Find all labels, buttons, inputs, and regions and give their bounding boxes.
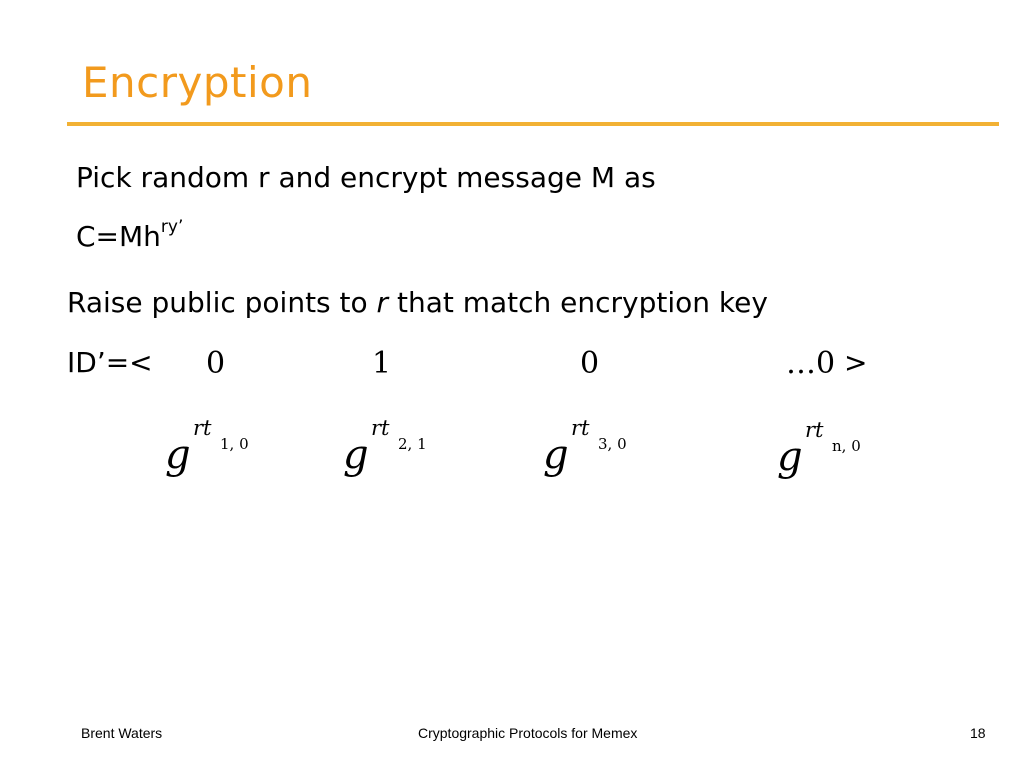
term-base: g xyxy=(543,432,569,478)
term-subscript: 1, 0 xyxy=(220,435,249,453)
id-bit-3: 0 xyxy=(580,346,600,381)
id-bit-4: …0 xyxy=(786,346,836,381)
id-bit-1: 0 xyxy=(206,346,226,381)
footer-page-number: 18 xyxy=(970,725,986,741)
slide-title: Encryption xyxy=(82,58,313,107)
raise-text-post: that match encryption key xyxy=(388,286,768,319)
term-exponent: rt xyxy=(571,416,590,440)
term-subscript: n, 0 xyxy=(832,437,861,455)
ciphertext-exponent: ry’ xyxy=(160,216,184,237)
term-base: g xyxy=(777,434,803,480)
term-base: g xyxy=(343,432,369,478)
id-suffix: > xyxy=(844,346,868,379)
title-rule xyxy=(67,122,999,126)
term-exponent: rt xyxy=(805,418,824,442)
ciphertext-base: C=Mh xyxy=(76,220,161,253)
footer-talk-title: Cryptographic Protocols for Memex xyxy=(418,725,638,741)
id-prefix: ID’=< xyxy=(67,346,153,379)
term-exponent: rt xyxy=(193,416,212,440)
footer-author: Brent Waters xyxy=(81,725,163,741)
text-line-pick-random: Pick random r and encrypt message M as xyxy=(76,161,656,194)
ciphertext-formula xyxy=(76,216,184,253)
raise-text-pre: Raise public points to xyxy=(67,286,377,319)
term-subscript: 3, 0 xyxy=(598,435,627,453)
id-bit-2: 1 xyxy=(372,346,392,381)
text-line-raise-points xyxy=(67,286,768,319)
term-exponent: rt xyxy=(371,416,390,440)
term-base: g xyxy=(165,432,191,478)
raise-text-var: r xyxy=(376,286,389,319)
term-subscript: 2, 1 xyxy=(398,435,427,453)
